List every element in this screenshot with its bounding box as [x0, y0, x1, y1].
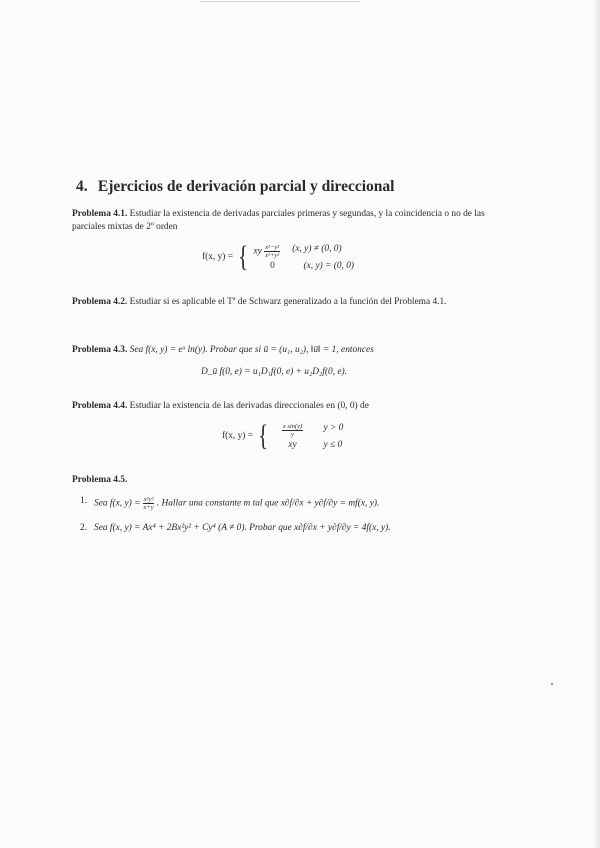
case-row — [253, 244, 354, 259]
problem-4-1 — [72, 208, 512, 234]
case-condition: y ≤ 0 — [323, 439, 343, 450]
section-number: 4. — [76, 178, 88, 195]
item-text-a: Sea f(x, y) = — [94, 498, 141, 509]
section-title-text: Ejercicios de derivación parcial y direccional — [97, 178, 395, 195]
problem-label: Problema 4.4. — [72, 401, 128, 411]
case-expr: 0 — [270, 260, 275, 271]
list-index: 2. — [80, 523, 88, 533]
problem-label: Problema 4.3. — [72, 345, 128, 355]
case-expr-prefix: xy — [253, 246, 262, 257]
problem-text: Estudiar la existencia de derivadas parciales primeras y segundas, y la coincidencia o no de las parciales mixtas de 2º orden — [72, 209, 485, 232]
problem-label: Problema 4.2. — [72, 297, 128, 307]
equation-cases — [253, 244, 354, 271]
fraction-denominator: x+y — [143, 504, 154, 511]
scan-edge-shadow — [592, 0, 600, 848]
problem-text: Estudiar la existencia de las derivadas direccionales en (0, 0) de — [129, 401, 369, 411]
problem-text: Sea f(x, y) = eˣ ln(y). Probar que si ū = (u₁, u₂), ‖ū‖ = 1, entonces — [129, 345, 374, 355]
problem-label: Problema 4.5. — [72, 475, 128, 485]
case-row — [273, 423, 343, 438]
equation-4-3: D_ū f(0, e) = u₁D₁f(0, e) + u₂D₂f(0, e). — [201, 367, 347, 377]
fraction-denominator: x²+y² — [265, 251, 280, 259]
problem-4-3 — [72, 344, 512, 357]
scan-top-rule — [200, 1, 360, 2]
fraction-numerator: x²y² — [143, 496, 154, 503]
problem-4-5 — [72, 474, 512, 487]
equation-4-4 — [222, 419, 344, 452]
equation-lhs: f(x, y) = — [202, 252, 234, 262]
case-condition: (x, y) ≠ (0, 0) — [292, 243, 342, 254]
case-condition: y > 0 — [323, 422, 344, 433]
list-index: 1. — [80, 496, 88, 506]
case-expr: xy — [288, 439, 297, 450]
list-item — [80, 523, 520, 533]
equation-4-1 — [202, 240, 355, 273]
fraction — [143, 496, 155, 511]
case-condition: (x, y) = (0, 0) — [303, 260, 355, 271]
section-heading — [76, 178, 395, 196]
fraction-numerator: x sin(y) — [282, 422, 303, 430]
item-text: Sea f(x, y) = Ax⁴ + 2Bx²y² + Cy⁴ (A ≠ 0). Probar que x∂f/∂x + y∂f/∂y = 4f(x, y). — [94, 523, 391, 533]
case-row — [273, 440, 343, 450]
list-item — [80, 496, 520, 511]
scan-speck — [551, 683, 553, 685]
problem-4-5-list — [80, 496, 520, 545]
fraction — [264, 244, 280, 259]
brace-symbol: { — [258, 419, 269, 452]
problem-text: Estudiar si es aplicable el Tª de Schwarz generalizado a la función del Problema 4.1. — [129, 297, 447, 307]
fraction-numerator: x²−y² — [265, 243, 280, 251]
problem-4-2 — [72, 296, 512, 309]
brace-symbol: { — [238, 240, 249, 273]
item-text-b: . Hallar una constante m tal que x∂f/∂x + y∂f/∂y = mf(x, y). — [156, 498, 380, 509]
fraction — [273, 423, 311, 438]
case-row — [253, 261, 354, 271]
problem-label: Problema 4.1. — [72, 209, 128, 219]
equation-cases — [273, 423, 343, 450]
equation-lhs: f(x, y) = — [222, 431, 254, 441]
problem-4-4 — [72, 400, 512, 413]
fraction-denominator: y — [291, 430, 294, 438]
